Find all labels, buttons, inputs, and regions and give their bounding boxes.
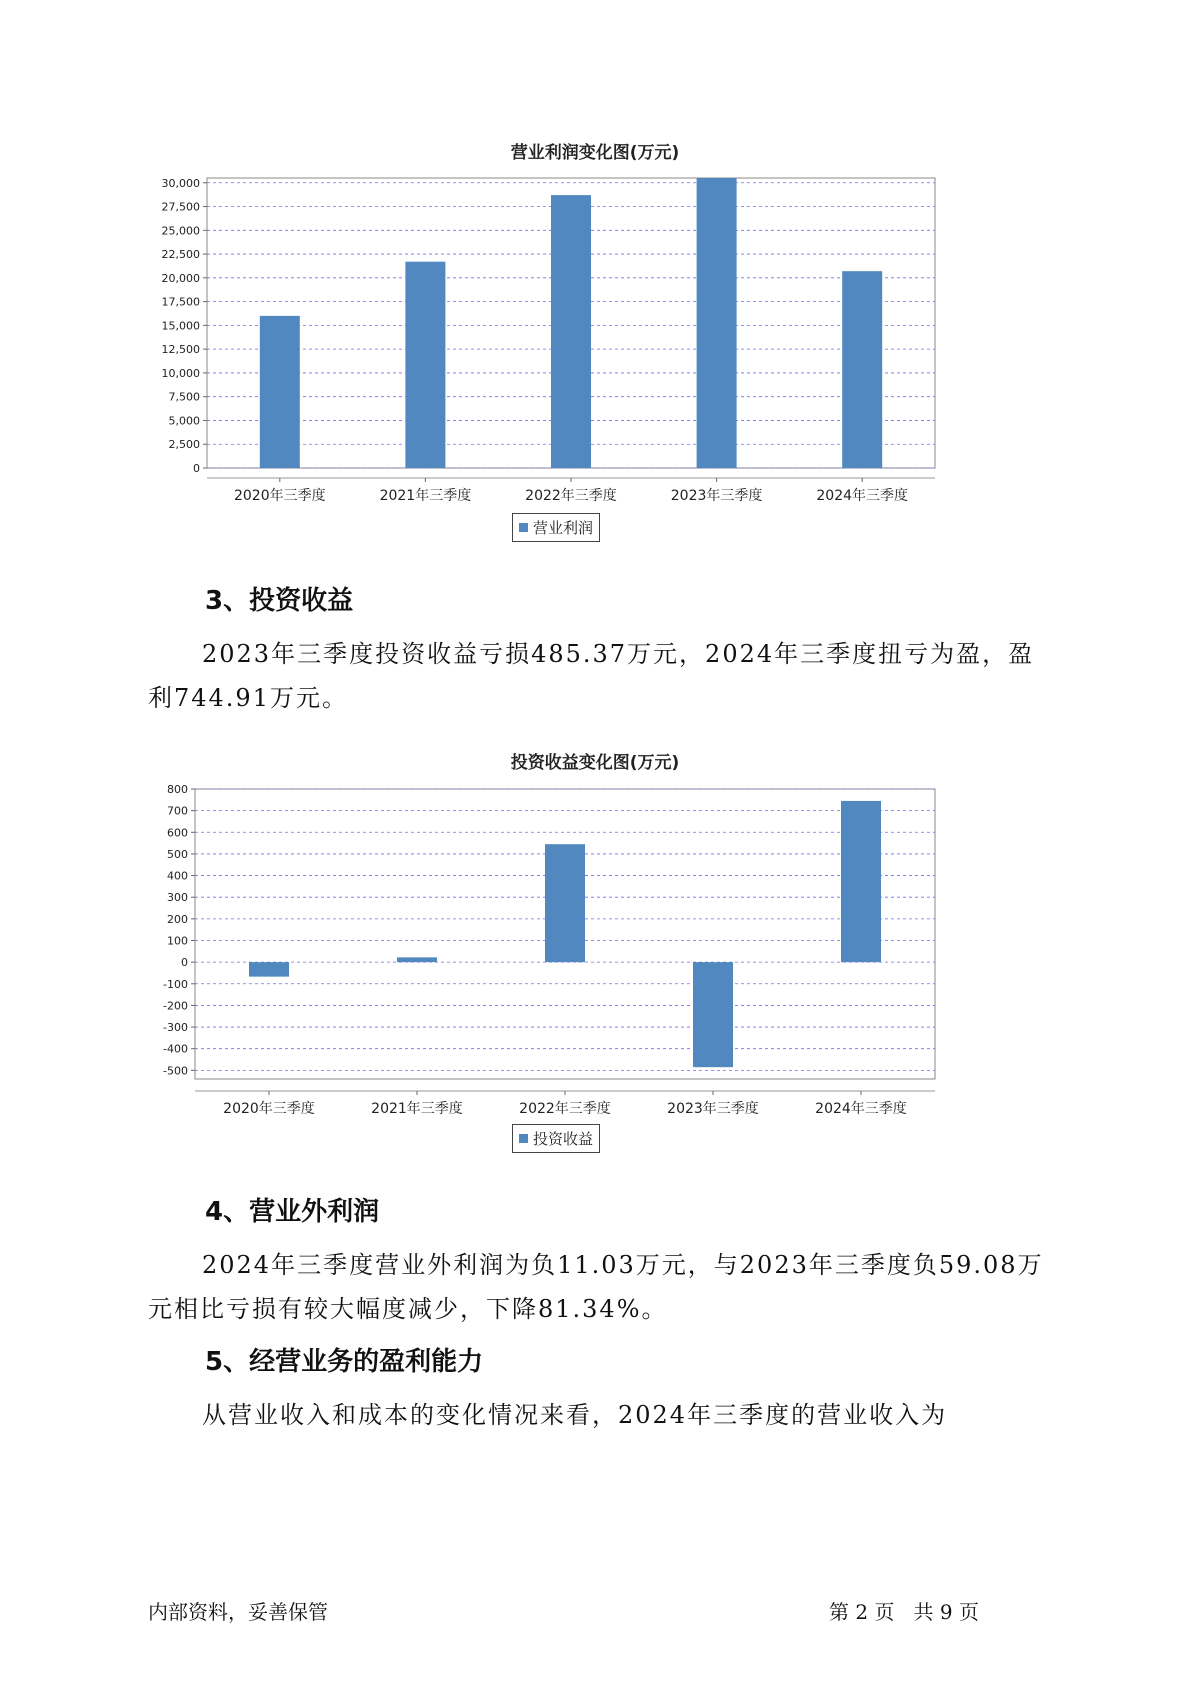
y-tick-label: 2,500 bbox=[168, 438, 200, 452]
bar bbox=[841, 801, 881, 962]
paragraph-non-operating-profit bbox=[148, 1243, 1048, 1331]
x-tick-label: 2020年三季度 bbox=[223, 1101, 315, 1117]
y-tick-label: 0 bbox=[193, 462, 200, 475]
section-heading-investment-income: 3、投资收益 bbox=[205, 586, 354, 616]
chart-legend bbox=[512, 1124, 600, 1153]
legend-label: 投资收益 bbox=[533, 1130, 594, 1148]
y-tick-label: 25,000 bbox=[161, 224, 200, 238]
y-tick-label: 600 bbox=[167, 826, 188, 840]
paragraph-line: 从营业收入和成本的变化情况来看，2024年三季度的营业收入为 bbox=[202, 1401, 948, 1429]
x-tick-label: 2021年三季度 bbox=[371, 1101, 463, 1117]
bar bbox=[551, 195, 591, 468]
legend-swatch bbox=[519, 523, 528, 532]
x-tick-label: 2024年三季度 bbox=[815, 1101, 907, 1117]
paragraph-line: 利744.91万元。 bbox=[148, 684, 348, 712]
y-tick-label: -100 bbox=[163, 977, 188, 991]
chart-plot bbox=[140, 740, 1050, 1160]
x-tick-label: 2023年三季度 bbox=[667, 1101, 759, 1117]
x-tick-label: 2024年三季度 bbox=[816, 488, 909, 504]
y-tick-label: 10,000 bbox=[161, 366, 200, 380]
chart-title: 投资收益变化图(万元) bbox=[510, 753, 680, 773]
bar bbox=[697, 178, 737, 468]
paragraph-investment-income bbox=[148, 632, 1048, 720]
y-tick-label: -300 bbox=[163, 1021, 188, 1035]
x-tick-label: 2022年三季度 bbox=[525, 488, 617, 504]
y-tick-label: 27,500 bbox=[161, 200, 200, 214]
operating-profit-chart bbox=[140, 130, 1050, 550]
bar bbox=[693, 962, 733, 1067]
legend-swatch bbox=[519, 1134, 528, 1143]
bar bbox=[405, 262, 445, 468]
y-tick-label: 12,500 bbox=[161, 343, 200, 357]
chart-legend bbox=[512, 513, 600, 542]
footer-page-number: 第 2 页 共 9 页 bbox=[829, 1600, 979, 1624]
x-tick-label: 2020年三季度 bbox=[233, 488, 326, 504]
legend-label: 营业利润 bbox=[533, 519, 594, 537]
y-tick-label: 17,500 bbox=[161, 295, 200, 309]
investment-income-chart bbox=[140, 740, 1050, 1160]
y-tick-label: 700 bbox=[167, 804, 188, 818]
y-tick-label: 15,000 bbox=[161, 319, 200, 333]
x-tick-label: 2023年三季度 bbox=[670, 488, 763, 504]
x-tick-label: 2021年三季度 bbox=[379, 488, 472, 504]
footer-left-note: 内部资料，妥善保管 bbox=[148, 1600, 328, 1624]
y-tick-label: 0 bbox=[181, 956, 188, 970]
y-tick-label: 100 bbox=[167, 934, 188, 948]
section-heading-non-operating-profit: 4、营业外利润 bbox=[205, 1197, 380, 1227]
y-tick-label: 400 bbox=[167, 869, 188, 883]
section-heading-profitability: 5、经营业务的盈利能力 bbox=[205, 1347, 484, 1377]
y-tick-label: 800 bbox=[167, 783, 188, 796]
bar bbox=[260, 316, 300, 468]
y-tick-label: 5,000 bbox=[168, 414, 200, 428]
y-tick-label: -200 bbox=[163, 999, 188, 1013]
bar bbox=[249, 962, 289, 977]
paragraph-profitability bbox=[148, 1393, 1048, 1437]
y-tick-label: 200 bbox=[167, 912, 188, 926]
bar bbox=[397, 957, 437, 962]
chart-plot bbox=[140, 130, 1050, 550]
y-tick-label: -500 bbox=[163, 1064, 188, 1078]
x-tick-label: 2022年三季度 bbox=[519, 1101, 611, 1117]
y-tick-label: 22,500 bbox=[161, 248, 200, 262]
y-tick-label: 7,500 bbox=[168, 390, 200, 404]
y-tick-label: 20,000 bbox=[161, 271, 200, 285]
y-tick-label: 500 bbox=[167, 847, 188, 861]
paragraph-line: 2023年三季度投资收益亏损485.37万元，2024年三季度扭亏为盈，盈 bbox=[202, 640, 1035, 668]
y-tick-label: 30,000 bbox=[161, 176, 200, 190]
paragraph-line: 2024年三季度营业外利润为负11.03万元，与2023年三季度负59.08万 bbox=[202, 1251, 1044, 1279]
bar bbox=[842, 271, 882, 468]
y-tick-label: -400 bbox=[163, 1042, 188, 1056]
bar bbox=[545, 844, 585, 962]
chart-title: 营业利润变化图(万元) bbox=[510, 143, 680, 163]
paragraph-line: 元相比亏损有较大幅度减少，下降81.34%。 bbox=[148, 1295, 668, 1323]
y-tick-label: 300 bbox=[167, 891, 188, 905]
